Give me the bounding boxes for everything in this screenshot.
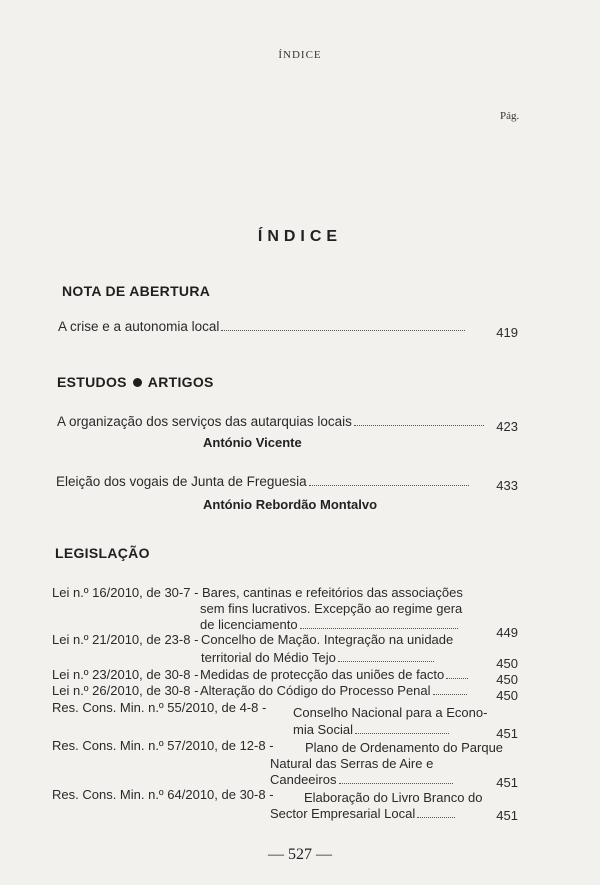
dot-leader: [309, 475, 469, 486]
legislation-line: [270, 806, 455, 821]
legislation-ref: Lei n.º 16/2010, de 30-7 -: [52, 585, 199, 600]
page-column-label: Pág.: [500, 110, 520, 122]
legislation-line: [200, 683, 467, 698]
toc-page-number: 433: [496, 478, 518, 493]
legislation-line: Bares, cantinas e refeitórios das associações: [202, 585, 463, 600]
heading-artigos: ARTIGOS: [147, 374, 214, 390]
toc-entry-title: A organização dos serviços das autarquias locais: [57, 414, 352, 429]
legislation-ref: Lei n.º 26/2010, de 30-8 -: [52, 683, 199, 698]
dot-leader: [446, 668, 468, 679]
legislation-line-text: Alteração do Código do Processo Penal: [200, 683, 431, 698]
legislation-line: Concelho de Mação. Integração na unidade: [201, 632, 454, 647]
toc-author: António Rebordão Montalvo: [203, 497, 378, 512]
legislation-ref: Res. Cons. Min. n.º 57/2010, de 12-8 -: [52, 738, 274, 753]
page-title: ÍNDICE: [257, 228, 343, 245]
toc-entry-title: Eleição dos vogais de Junta de Freguesia: [56, 474, 307, 489]
toc-page-number: 451: [496, 726, 518, 741]
toc-page-number: 419: [496, 325, 518, 340]
bullet-icon: [133, 378, 142, 387]
section-heading-nota: NOTA DE ABERTURA: [62, 283, 211, 299]
legislation-line: Conselho Nacional para a Econo-: [293, 705, 488, 720]
heading-estudos: ESTUDOS: [57, 374, 127, 390]
dot-leader: [300, 618, 458, 629]
toc-entry[interactable]: [56, 474, 469, 490]
legislation-line: [200, 667, 468, 682]
dot-leader: [338, 651, 434, 662]
legislation-line-text: territorial do Médio Tejo: [201, 650, 336, 665]
legislation-line: [201, 650, 434, 665]
legislation-ref: Lei n.º 21/2010, de 23-8 -: [52, 632, 199, 647]
dot-leader: [417, 807, 455, 818]
legislation-line: [270, 772, 453, 787]
toc-page-number: 450: [496, 688, 518, 703]
legislation-line: sem fins lucrativos. Excepção ao regime gera: [200, 601, 463, 616]
toc-entry[interactable]: [57, 414, 484, 430]
toc-page-number: 450: [496, 672, 518, 687]
dot-leader: [339, 773, 453, 784]
dot-leader: [355, 723, 449, 734]
legislation-line: [200, 617, 458, 632]
toc-page-number: 451: [496, 808, 518, 823]
toc-entry[interactable]: [58, 319, 465, 335]
legislation-ref: Res. Cons. Min. n.º 55/2010, de 4-8 -: [52, 700, 267, 715]
legislation-line: [293, 722, 449, 737]
dot-leader: [354, 415, 484, 426]
section-heading-legislacao: LEGISLAÇÃO: [55, 545, 150, 561]
toc-page-number: 423: [496, 419, 518, 434]
dot-leader: [221, 320, 465, 331]
legislation-line-text: Sector Empresarial Local: [270, 806, 416, 821]
legislation-line: Natural das Serras de Aire e: [270, 756, 434, 771]
toc-page-number: 449: [496, 625, 518, 640]
toc-author: António Vicente: [203, 435, 302, 450]
legislation-ref: Res. Cons. Min. n.º 64/2010, de 30-8 -: [52, 787, 274, 802]
legislation-line-text: de licenciamento: [200, 617, 298, 632]
legislation-ref: Lei n.º 23/2010, de 30-8 -: [52, 667, 199, 682]
legislation-line: Plano de Ordenamento do Parque: [305, 740, 504, 755]
toc-page-number: 450: [496, 656, 518, 671]
toc-page-number: 451: [496, 775, 518, 790]
legislation-line: Elaboração do Livro Branco do: [304, 790, 483, 805]
section-heading-estudos: [57, 374, 214, 390]
legislation-line-text: Medidas de protecção das uniões de facto: [200, 667, 445, 682]
legislation-line-text: mia Social: [293, 722, 353, 737]
dot-leader: [433, 684, 467, 695]
page-folio: — 527 —: [268, 846, 332, 863]
running-head: ÍNDICE: [278, 49, 322, 61]
toc-entry-title: A crise e a autonomia local: [58, 319, 220, 334]
legislation-line-text: Candeeiros: [270, 772, 337, 787]
